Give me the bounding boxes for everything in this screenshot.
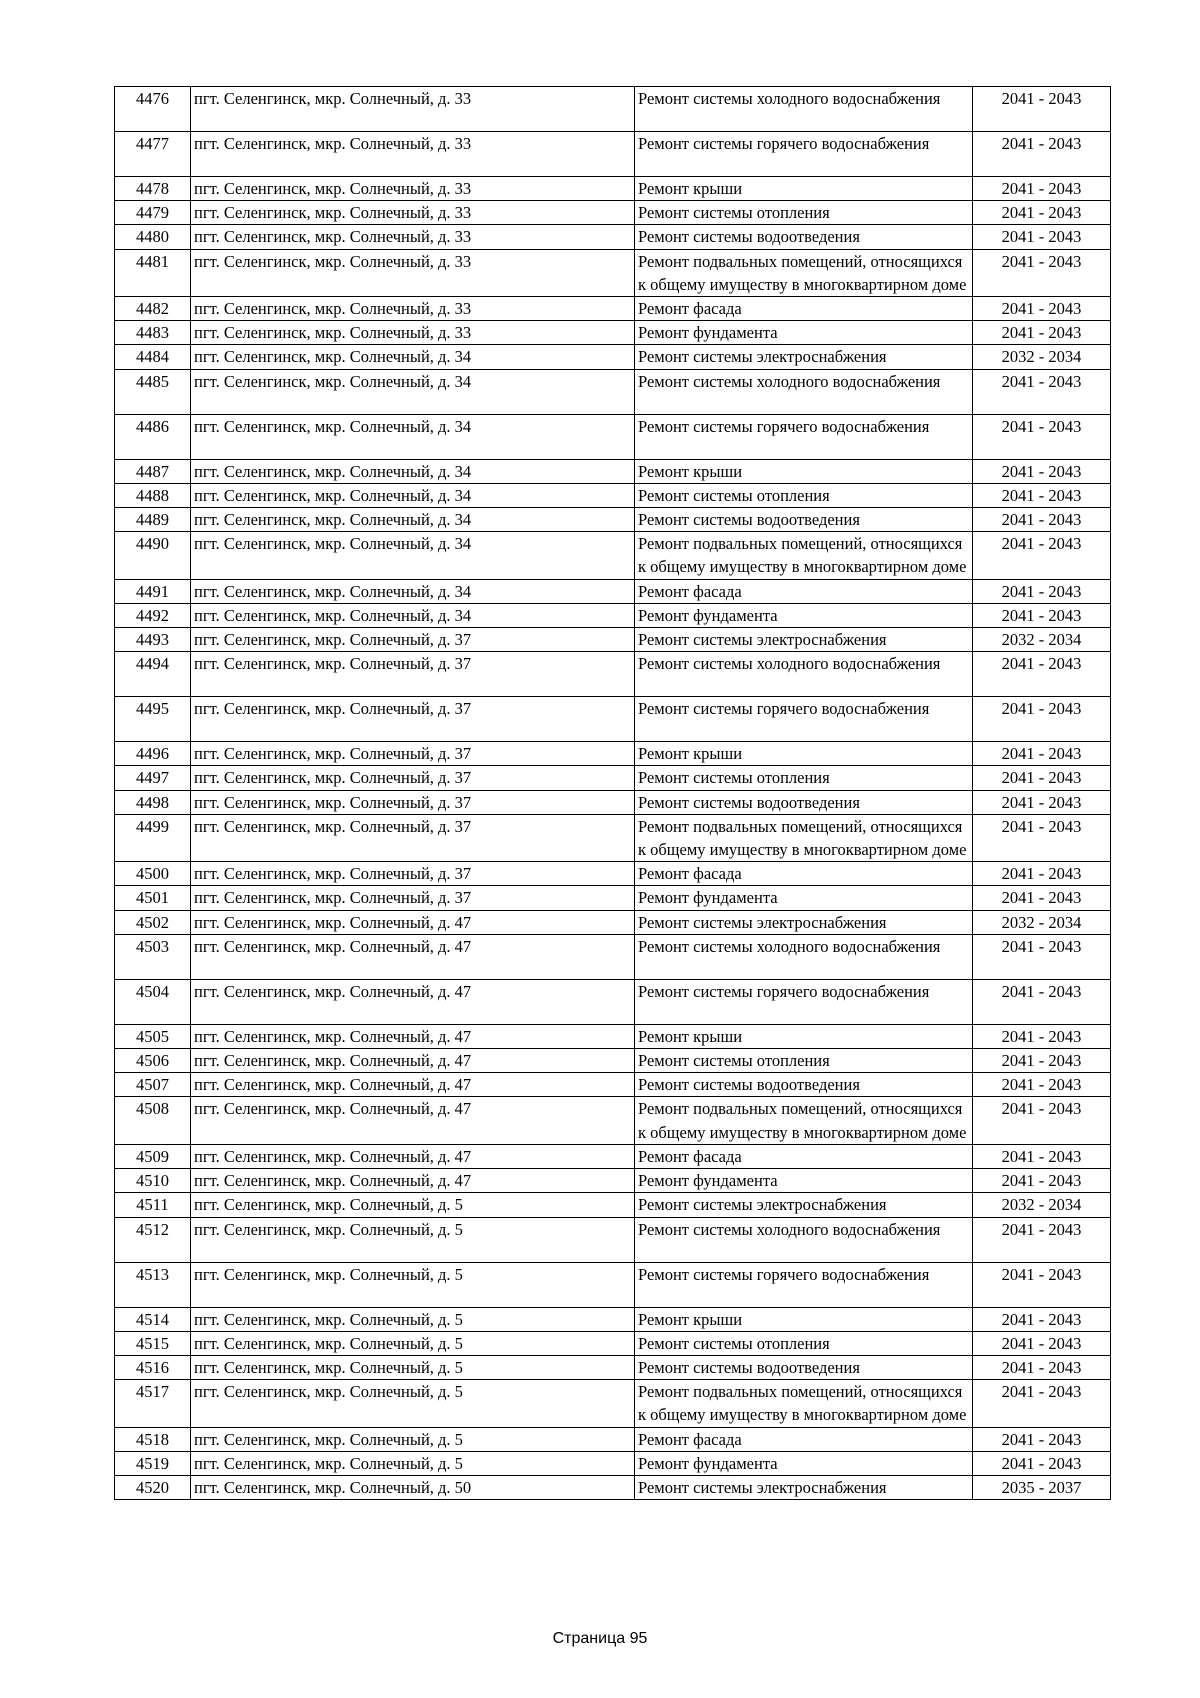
table-row xyxy=(115,1049,1111,1073)
work-type-cell: Ремонт крыши xyxy=(635,177,973,201)
table-row xyxy=(115,1451,1111,1475)
table-row xyxy=(115,1024,1111,1048)
years-cell: 2041 - 2043 xyxy=(973,177,1111,201)
address-cell: пгт. Селенгинск, мкр. Солнечный, д. 33 xyxy=(191,249,635,296)
row-number-cell: 4499 xyxy=(115,814,191,861)
years-cell: 2041 - 2043 xyxy=(973,369,1111,414)
work-type-cell: Ремонт системы отопления xyxy=(635,201,973,225)
years-cell: 2041 - 2043 xyxy=(973,321,1111,345)
row-number-cell: 4517 xyxy=(115,1380,191,1427)
repair-schedule-table xyxy=(114,86,1111,1500)
work-type-cell: Ремонт системы холодного водоснабжения xyxy=(635,87,973,132)
address-cell: пгт. Селенгинск, мкр. Солнечный, д. 37 xyxy=(191,697,635,742)
address-cell: пгт. Селенгинск, мкр. Солнечный, д. 5 xyxy=(191,1380,635,1427)
address-cell: пгт. Селенгинск, мкр. Солнечный, д. 37 xyxy=(191,886,635,910)
table-row xyxy=(115,321,1111,345)
years-cell: 2041 - 2043 xyxy=(973,225,1111,249)
row-number-cell: 4520 xyxy=(115,1475,191,1499)
years-cell: 2041 - 2043 xyxy=(973,1049,1111,1073)
table-row xyxy=(115,297,1111,321)
work-type-cell: Ремонт системы водоотведения xyxy=(635,508,973,532)
address-cell: пгт. Селенгинск, мкр. Солнечный, д. 50 xyxy=(191,1475,635,1499)
table-body xyxy=(115,87,1111,1500)
table-row xyxy=(115,979,1111,1024)
table-row xyxy=(115,1331,1111,1355)
years-cell: 2041 - 2043 xyxy=(973,814,1111,861)
table-row xyxy=(115,1169,1111,1193)
page-number: Страница 95 xyxy=(552,1630,648,1647)
address-cell: пгт. Селенгинск, мкр. Солнечный, д. 37 xyxy=(191,766,635,790)
table-row xyxy=(115,934,1111,979)
work-type-cell: Ремонт подвальных помещений, относящихся к общему имуществу в многоквартирном доме xyxy=(635,814,973,861)
work-type-cell: Ремонт системы отопления xyxy=(635,483,973,507)
address-cell: пгт. Селенгинск, мкр. Солнечный, д. 33 xyxy=(191,201,635,225)
table-row xyxy=(115,742,1111,766)
address-cell: пгт. Селенгинск, мкр. Солнечный, д. 47 xyxy=(191,1024,635,1048)
years-cell: 2032 - 2034 xyxy=(973,628,1111,652)
row-number-cell: 4493 xyxy=(115,628,191,652)
work-type-cell: Ремонт системы горячего водоснабжения xyxy=(635,414,973,459)
years-cell: 2035 - 2037 xyxy=(973,1475,1111,1499)
address-cell: пгт. Селенгинск, мкр. Солнечный, д. 5 xyxy=(191,1262,635,1307)
row-number-cell: 4504 xyxy=(115,979,191,1024)
years-cell: 2041 - 2043 xyxy=(973,483,1111,507)
work-type-cell: Ремонт крыши xyxy=(635,742,973,766)
work-type-cell: Ремонт фасада xyxy=(635,579,973,603)
address-cell: пгт. Селенгинск, мкр. Солнечный, д. 34 xyxy=(191,414,635,459)
row-number-cell: 4495 xyxy=(115,697,191,742)
table-row xyxy=(115,814,1111,861)
years-cell: 2032 - 2034 xyxy=(973,345,1111,369)
years-cell: 2041 - 2043 xyxy=(973,459,1111,483)
work-type-cell: Ремонт фундамента xyxy=(635,886,973,910)
table-row xyxy=(115,225,1111,249)
row-number-cell: 4488 xyxy=(115,483,191,507)
address-cell: пгт. Селенгинск, мкр. Солнечный, д. 33 xyxy=(191,225,635,249)
work-type-cell: Ремонт системы отопления xyxy=(635,766,973,790)
work-type-cell: Ремонт крыши xyxy=(635,1024,973,1048)
row-number-cell: 4485 xyxy=(115,369,191,414)
years-cell: 2041 - 2043 xyxy=(973,132,1111,177)
address-cell: пгт. Селенгинск, мкр. Солнечный, д. 5 xyxy=(191,1427,635,1451)
years-cell: 2041 - 2043 xyxy=(973,1307,1111,1331)
address-cell: пгт. Селенгинск, мкр. Солнечный, д. 33 xyxy=(191,87,635,132)
work-type-cell: Ремонт фасада xyxy=(635,1144,973,1168)
years-cell: 2041 - 2043 xyxy=(973,1355,1111,1379)
table-row xyxy=(115,483,1111,507)
table-row xyxy=(115,132,1111,177)
work-type-cell: Ремонт системы электроснабжения xyxy=(635,1193,973,1217)
table-row xyxy=(115,1262,1111,1307)
row-number-cell: 4490 xyxy=(115,532,191,579)
work-type-cell: Ремонт системы холодного водоснабжения xyxy=(635,934,973,979)
work-type-cell: Ремонт системы водоотведения xyxy=(635,225,973,249)
address-cell: пгт. Селенгинск, мкр. Солнечный, д. 5 xyxy=(191,1355,635,1379)
address-cell: пгт. Селенгинск, мкр. Солнечный, д. 37 xyxy=(191,652,635,697)
address-cell: пгт. Селенгинск, мкр. Солнечный, д. 34 xyxy=(191,508,635,532)
row-number-cell: 4487 xyxy=(115,459,191,483)
address-cell: пгт. Селенгинск, мкр. Солнечный, д. 47 xyxy=(191,979,635,1024)
row-number-cell: 4481 xyxy=(115,249,191,296)
years-cell: 2041 - 2043 xyxy=(973,532,1111,579)
row-number-cell: 4492 xyxy=(115,603,191,627)
row-number-cell: 4478 xyxy=(115,177,191,201)
years-cell: 2041 - 2043 xyxy=(973,1262,1111,1307)
work-type-cell: Ремонт фасада xyxy=(635,297,973,321)
table-row xyxy=(115,790,1111,814)
row-number-cell: 4508 xyxy=(115,1097,191,1144)
table-row xyxy=(115,201,1111,225)
work-type-cell: Ремонт системы горячего водоснабжения xyxy=(635,1262,973,1307)
address-cell: пгт. Селенгинск, мкр. Солнечный, д. 5 xyxy=(191,1331,635,1355)
years-cell: 2041 - 2043 xyxy=(973,603,1111,627)
address-cell: пгт. Селенгинск, мкр. Солнечный, д. 47 xyxy=(191,1073,635,1097)
address-cell: пгт. Селенгинск, мкр. Солнечный, д. 34 xyxy=(191,369,635,414)
address-cell: пгт. Селенгинск, мкр. Солнечный, д. 5 xyxy=(191,1217,635,1262)
work-type-cell: Ремонт крыши xyxy=(635,459,973,483)
table-row xyxy=(115,414,1111,459)
address-cell: пгт. Селенгинск, мкр. Солнечный, д. 34 xyxy=(191,579,635,603)
work-type-cell: Ремонт системы электроснабжения xyxy=(635,345,973,369)
years-cell: 2041 - 2043 xyxy=(973,652,1111,697)
address-cell: пгт. Селенгинск, мкр. Солнечный, д. 34 xyxy=(191,345,635,369)
work-type-cell: Ремонт системы электроснабжения xyxy=(635,628,973,652)
table-row xyxy=(115,459,1111,483)
address-cell: пгт. Селенгинск, мкр. Солнечный, д. 37 xyxy=(191,862,635,886)
table-row xyxy=(115,1193,1111,1217)
work-type-cell: Ремонт системы отопления xyxy=(635,1049,973,1073)
row-number-cell: 4480 xyxy=(115,225,191,249)
years-cell: 2041 - 2043 xyxy=(973,934,1111,979)
address-cell: пгт. Селенгинск, мкр. Солнечный, д. 33 xyxy=(191,297,635,321)
years-cell: 2041 - 2043 xyxy=(973,862,1111,886)
row-number-cell: 4511 xyxy=(115,1193,191,1217)
table-row xyxy=(115,1475,1111,1499)
table-row xyxy=(115,508,1111,532)
row-number-cell: 4484 xyxy=(115,345,191,369)
years-cell: 2032 - 2034 xyxy=(973,910,1111,934)
row-number-cell: 4519 xyxy=(115,1451,191,1475)
table-row xyxy=(115,177,1111,201)
address-cell: пгт. Селенгинск, мкр. Солнечный, д. 37 xyxy=(191,628,635,652)
years-cell: 2041 - 2043 xyxy=(973,1024,1111,1048)
years-cell: 2041 - 2043 xyxy=(973,1169,1111,1193)
address-cell: пгт. Селенгинск, мкр. Солнечный, д. 34 xyxy=(191,459,635,483)
address-cell: пгт. Селенгинск, мкр. Солнечный, д. 34 xyxy=(191,532,635,579)
row-number-cell: 4479 xyxy=(115,201,191,225)
table-row xyxy=(115,628,1111,652)
address-cell: пгт. Селенгинск, мкр. Солнечный, д. 47 xyxy=(191,1049,635,1073)
table-row xyxy=(115,369,1111,414)
work-type-cell: Ремонт системы водоотведения xyxy=(635,790,973,814)
years-cell: 2041 - 2043 xyxy=(973,742,1111,766)
years-cell: 2041 - 2043 xyxy=(973,1380,1111,1427)
address-cell: пгт. Селенгинск, мкр. Солнечный, д. 5 xyxy=(191,1307,635,1331)
row-number-cell: 4498 xyxy=(115,790,191,814)
row-number-cell: 4516 xyxy=(115,1355,191,1379)
work-type-cell: Ремонт системы горячего водоснабжения xyxy=(635,697,973,742)
table-row xyxy=(115,862,1111,886)
row-number-cell: 4482 xyxy=(115,297,191,321)
work-type-cell: Ремонт системы водоотведения xyxy=(635,1355,973,1379)
years-cell: 2041 - 2043 xyxy=(973,508,1111,532)
row-number-cell: 4513 xyxy=(115,1262,191,1307)
row-number-cell: 4483 xyxy=(115,321,191,345)
address-cell: пгт. Селенгинск, мкр. Солнечный, д. 37 xyxy=(191,790,635,814)
work-type-cell: Ремонт фасада xyxy=(635,862,973,886)
row-number-cell: 4510 xyxy=(115,1169,191,1193)
row-number-cell: 4497 xyxy=(115,766,191,790)
row-number-cell: 4505 xyxy=(115,1024,191,1048)
address-cell: пгт. Селенгинск, мкр. Солнечный, д. 47 xyxy=(191,910,635,934)
address-cell: пгт. Селенгинск, мкр. Солнечный, д. 47 xyxy=(191,1169,635,1193)
table-row xyxy=(115,697,1111,742)
work-type-cell: Ремонт крыши xyxy=(635,1307,973,1331)
table-row xyxy=(115,579,1111,603)
table-row xyxy=(115,1144,1111,1168)
address-cell: пгт. Селенгинск, мкр. Солнечный, д. 47 xyxy=(191,1144,635,1168)
table-row xyxy=(115,1427,1111,1451)
work-type-cell: Ремонт подвальных помещений, относящихся к общему имуществу в многоквартирном доме xyxy=(635,249,973,296)
row-number-cell: 4476 xyxy=(115,87,191,132)
row-number-cell: 4507 xyxy=(115,1073,191,1097)
address-cell: пгт. Селенгинск, мкр. Солнечный, д. 33 xyxy=(191,132,635,177)
address-cell: пгт. Селенгинск, мкр. Солнечный, д. 33 xyxy=(191,321,635,345)
work-type-cell: Ремонт фундамента xyxy=(635,1451,973,1475)
work-type-cell: Ремонт системы электроснабжения xyxy=(635,910,973,934)
years-cell: 2041 - 2043 xyxy=(973,414,1111,459)
table-row xyxy=(115,652,1111,697)
address-cell: пгт. Селенгинск, мкр. Солнечный, д. 37 xyxy=(191,814,635,861)
row-number-cell: 4486 xyxy=(115,414,191,459)
row-number-cell: 4489 xyxy=(115,508,191,532)
row-number-cell: 4515 xyxy=(115,1331,191,1355)
row-number-cell: 4518 xyxy=(115,1427,191,1451)
table-row xyxy=(115,1097,1111,1144)
row-number-cell: 4509 xyxy=(115,1144,191,1168)
row-number-cell: 4494 xyxy=(115,652,191,697)
work-type-cell: Ремонт фундамента xyxy=(635,321,973,345)
work-type-cell: Ремонт фундамента xyxy=(635,1169,973,1193)
address-cell: пгт. Селенгинск, мкр. Солнечный, д. 5 xyxy=(191,1451,635,1475)
table-row xyxy=(115,766,1111,790)
years-cell: 2041 - 2043 xyxy=(973,1451,1111,1475)
address-cell: пгт. Селенгинск, мкр. Солнечный, д. 47 xyxy=(191,934,635,979)
row-number-cell: 4477 xyxy=(115,132,191,177)
table-row xyxy=(115,886,1111,910)
row-number-cell: 4501 xyxy=(115,886,191,910)
years-cell: 2041 - 2043 xyxy=(973,249,1111,296)
work-type-cell: Ремонт фасада xyxy=(635,1427,973,1451)
work-type-cell: Ремонт системы электроснабжения xyxy=(635,1475,973,1499)
years-cell: 2041 - 2043 xyxy=(973,1217,1111,1262)
row-number-cell: 4506 xyxy=(115,1049,191,1073)
table-row xyxy=(115,1217,1111,1262)
work-type-cell: Ремонт подвальных помещений, относящихся к общему имуществу в многоквартирном доме xyxy=(635,1097,973,1144)
table-row xyxy=(115,1073,1111,1097)
address-cell: пгт. Селенгинск, мкр. Солнечный, д. 37 xyxy=(191,742,635,766)
row-number-cell: 4503 xyxy=(115,934,191,979)
years-cell: 2041 - 2043 xyxy=(973,979,1111,1024)
row-number-cell: 4502 xyxy=(115,910,191,934)
address-cell: пгт. Селенгинск, мкр. Солнечный, д. 34 xyxy=(191,603,635,627)
table-row xyxy=(115,1355,1111,1379)
years-cell: 2041 - 2043 xyxy=(973,1073,1111,1097)
table-row xyxy=(115,87,1111,132)
years-cell: 2041 - 2043 xyxy=(973,297,1111,321)
table-row xyxy=(115,603,1111,627)
table-row xyxy=(115,345,1111,369)
row-number-cell: 4496 xyxy=(115,742,191,766)
years-cell: 2041 - 2043 xyxy=(973,790,1111,814)
years-cell: 2041 - 2043 xyxy=(973,766,1111,790)
years-cell: 2041 - 2043 xyxy=(973,1097,1111,1144)
address-cell: пгт. Селенгинск, мкр. Солнечный, д. 5 xyxy=(191,1193,635,1217)
years-cell: 2041 - 2043 xyxy=(973,1427,1111,1451)
years-cell: 2041 - 2043 xyxy=(973,1144,1111,1168)
table-row xyxy=(115,910,1111,934)
work-type-cell: Ремонт системы холодного водоснабжения xyxy=(635,652,973,697)
work-type-cell: Ремонт системы отопления xyxy=(635,1331,973,1355)
years-cell: 2041 - 2043 xyxy=(973,1331,1111,1355)
table-row xyxy=(115,1380,1111,1427)
years-cell: 2041 - 2043 xyxy=(973,201,1111,225)
years-cell: 2032 - 2034 xyxy=(973,1193,1111,1217)
address-cell: пгт. Селенгинск, мкр. Солнечный, д. 34 xyxy=(191,483,635,507)
work-type-cell: Ремонт системы холодного водоснабжения xyxy=(635,369,973,414)
row-number-cell: 4491 xyxy=(115,579,191,603)
work-type-cell: Ремонт фундамента xyxy=(635,603,973,627)
row-number-cell: 4514 xyxy=(115,1307,191,1331)
work-type-cell: Ремонт системы горячего водоснабжения xyxy=(635,132,973,177)
address-cell: пгт. Селенгинск, мкр. Солнечный, д. 33 xyxy=(191,177,635,201)
years-cell: 2041 - 2043 xyxy=(973,579,1111,603)
years-cell: 2041 - 2043 xyxy=(973,886,1111,910)
work-type-cell: Ремонт системы горячего водоснабжения xyxy=(635,979,973,1024)
years-cell: 2041 - 2043 xyxy=(973,87,1111,132)
work-type-cell: Ремонт системы холодного водоснабжения xyxy=(635,1217,973,1262)
address-cell: пгт. Селенгинск, мкр. Солнечный, д. 47 xyxy=(191,1097,635,1144)
work-type-cell: Ремонт подвальных помещений, относящихся к общему имуществу в многоквартирном доме xyxy=(635,1380,973,1427)
table-row xyxy=(115,532,1111,579)
work-type-cell: Ремонт системы водоотведения xyxy=(635,1073,973,1097)
row-number-cell: 4512 xyxy=(115,1217,191,1262)
table-row xyxy=(115,1307,1111,1331)
work-type-cell: Ремонт подвальных помещений, относящихся к общему имуществу в многоквартирном доме xyxy=(635,532,973,579)
table-row xyxy=(115,249,1111,296)
years-cell: 2041 - 2043 xyxy=(973,697,1111,742)
row-number-cell: 4500 xyxy=(115,862,191,886)
